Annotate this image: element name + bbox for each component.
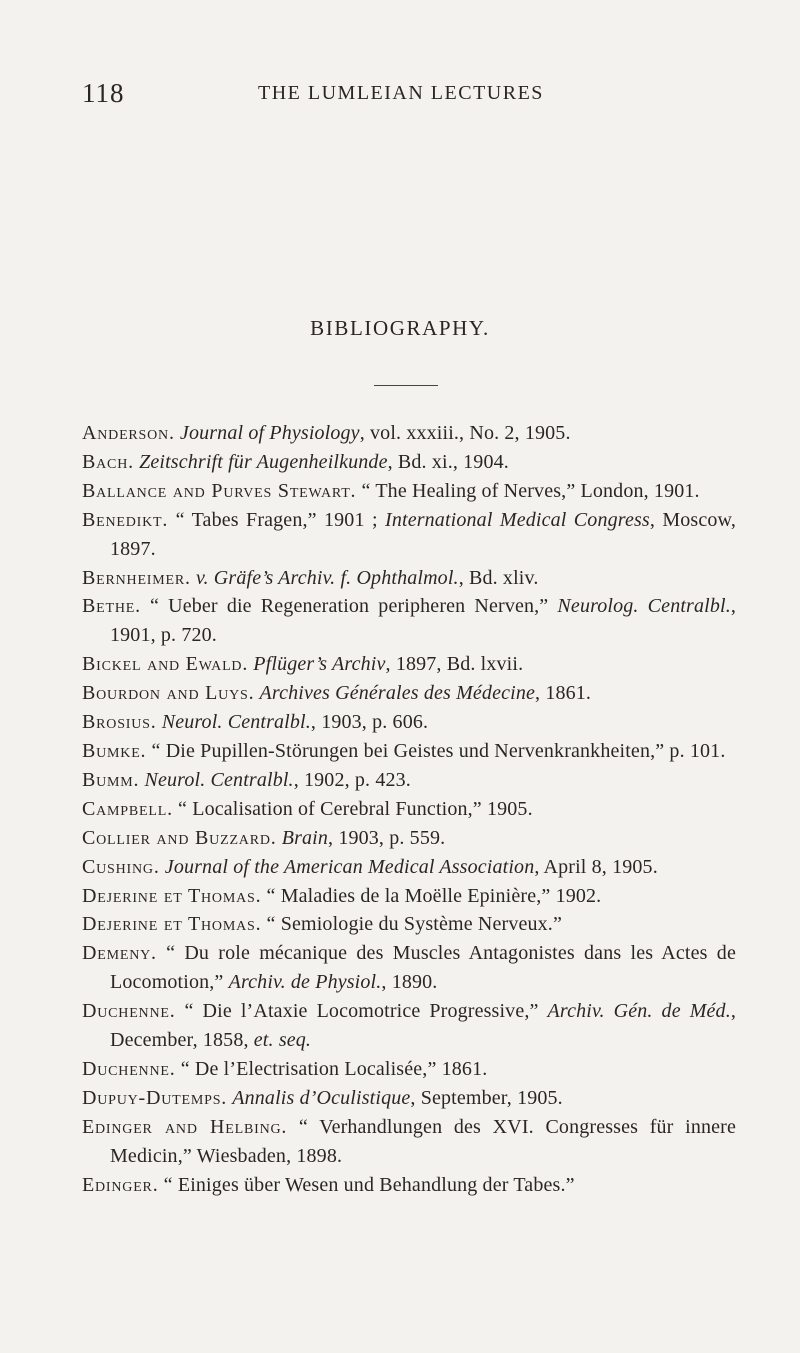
entry-text: , 1903, p. 606.: [310, 711, 429, 734]
entry-italic-text: Pflüger’s Archiv: [253, 653, 386, 676]
entry-text: “ Die Pupillen-Störungen bei Geistes und Nervenkrankheiten,” p. 101.: [151, 739, 726, 762]
entry-text: “ Du role mécanique des Muscles Antagonistes dans les Actes de Locomotion,”: [110, 942, 736, 994]
bibliography-entry: [82, 564, 736, 593]
entry-text: “ The Healing of Nerves,” London, 1901.: [361, 479, 700, 502]
entry-author: Dupuy-Dutemps.: [82, 1086, 228, 1109]
entry-text: “ Localisation of Cerebral Function,” 1905.: [178, 797, 533, 820]
bibliography-entry: [82, 737, 736, 766]
bibliography-entry: [82, 824, 736, 853]
bibliography-entry: [82, 795, 736, 824]
entry-author: Duchenne.: [82, 1057, 176, 1080]
entry-author: Bach.: [82, 450, 134, 473]
entry-text: , December, 1858,: [110, 1000, 736, 1052]
bibliography-entry: [82, 1171, 736, 1200]
entry-text: “ Maladies de la Moëlle Epinière,” 1902.: [266, 884, 602, 907]
entry-text: , 1903, p. 559.: [328, 826, 446, 849]
entry-italic-text: International Medical Congress: [385, 508, 650, 531]
entry-text: “ Verhandlungen des XVI. Congresses für innere Medicin,” Wiesbaden, 1898.: [110, 1115, 736, 1167]
page-number: 118: [82, 78, 125, 108]
entry-author: Edinger and Helbing.: [82, 1115, 288, 1138]
entry-text: “ Ueber die Regeneration peripheren Nerven,”: [150, 595, 558, 618]
entry-text: “ Tabes Fragen,” 1901 ;: [175, 508, 386, 531]
bibliography-entry: [82, 1113, 736, 1171]
entry-text: , 1901, p. 720.: [110, 595, 737, 647]
running-title: THE LUMLEIAN LECTURES: [258, 82, 544, 104]
entry-author: Bethe.: [82, 595, 141, 618]
entry-author: Bumke.: [82, 739, 147, 762]
bibliography-list: [82, 419, 736, 1199]
entry-italic-text: Archives Générales des Médecine: [259, 682, 536, 705]
title-rule: [374, 385, 438, 386]
entry-text: , 1890.: [381, 971, 438, 994]
bibliography-entry: [82, 506, 736, 564]
entry-text: , 1861.: [535, 682, 592, 705]
entry-text: , September, 1905.: [410, 1086, 563, 1109]
bibliography-entry: [82, 477, 736, 506]
bibliography-entry: [82, 592, 736, 650]
entry-italic-text: Archiv. de Physiol.: [228, 971, 382, 994]
entry-italic-text: et. seq.: [253, 1029, 312, 1052]
entry-author: Brosius.: [82, 711, 157, 734]
entry-text: “ Die l’Ataxie Locomotrice Progressive,”: [184, 1000, 548, 1023]
entry-text: , Bd. xliv.: [458, 566, 539, 589]
bibliography-entry: [82, 910, 736, 939]
entry-author: Anderson.: [82, 422, 175, 444]
entry-text: , vol. xxxiii., No. 2, 1905.: [359, 422, 571, 444]
section-title: BIBLIOGRAPHY.: [310, 316, 490, 340]
entry-italic-text: Zeitschrift für Augenheilkunde: [139, 450, 388, 473]
entry-text: , 1902, p. 423.: [293, 768, 411, 791]
entry-italic-text: Neurolog. Centralbl.: [557, 595, 731, 618]
entry-author: Bernheimer.: [82, 566, 191, 589]
bibliography-entry: [82, 448, 736, 477]
entry-text: “ Semiologie du Système Nerveux.”: [266, 913, 562, 936]
entry-text: , Bd. xi., 1904.: [387, 450, 509, 473]
entry-author: Collier and Buzzard.: [82, 826, 277, 849]
entry-author: Cushing.: [82, 855, 160, 878]
entry-author: Edinger.: [82, 1173, 159, 1196]
entry-italic-text: Annalis d’Oculistique: [232, 1086, 411, 1109]
entry-author: Bickel and Ewald.: [82, 653, 249, 676]
entry-author: Ballance and Purves Stewart.: [82, 479, 357, 502]
bibliography-entry: [82, 997, 736, 1055]
bibliography-entry: [82, 419, 736, 448]
entry-italic-text: Journal of Physiology: [179, 422, 360, 444]
entry-author: Benedikt.: [82, 508, 169, 531]
entry-text: , Moscow, 1897.: [110, 508, 736, 560]
entry-italic-text: Journal of the American Medical Association: [164, 855, 535, 878]
bibliography-entry: [82, 708, 736, 737]
entry-text: , 1897, Bd. lxvii.: [385, 653, 524, 676]
entry-author: Duchenne.: [82, 1000, 176, 1023]
bibliography-entry: [82, 766, 736, 795]
bibliography-entry: [82, 1084, 736, 1113]
bibliography-entry: [82, 939, 736, 997]
entry-text: , April 8, 1905.: [534, 855, 658, 878]
entry-italic-text: Neurol. Centralbl.: [161, 711, 311, 734]
entry-author: Campbell.: [82, 797, 173, 820]
bibliography-entry: [82, 853, 736, 882]
entry-italic-text: Brain: [281, 826, 329, 849]
entry-author: Dejerine et Thomas.: [82, 913, 262, 936]
entry-italic-text: v. Gräfe’s Archiv. f. Ophthalmol.: [195, 566, 459, 589]
bibliography-entry: [82, 1055, 736, 1084]
entry-author: Demeny.: [82, 942, 157, 965]
running-head: [82, 78, 682, 114]
bibliography-entry: [82, 679, 736, 708]
entry-author: Dejerine et Thomas.: [82, 884, 262, 907]
bibliography-entry: [82, 882, 736, 911]
bibliography-entry: [82, 650, 736, 679]
entry-italic-text: Archiv. Gén. de Méd.: [547, 1000, 731, 1023]
entry-italic-text: Neurol. Centralbl.: [144, 768, 294, 791]
entry-text: “ Einiges über Wesen und Behandlung der Tabes.”: [163, 1173, 575, 1196]
entry-author: Bourdon and Luys.: [82, 682, 255, 705]
entry-author: Bumm.: [82, 768, 140, 791]
entry-text: “ De l’Electrisation Localisée,” 1861.: [180, 1057, 488, 1080]
